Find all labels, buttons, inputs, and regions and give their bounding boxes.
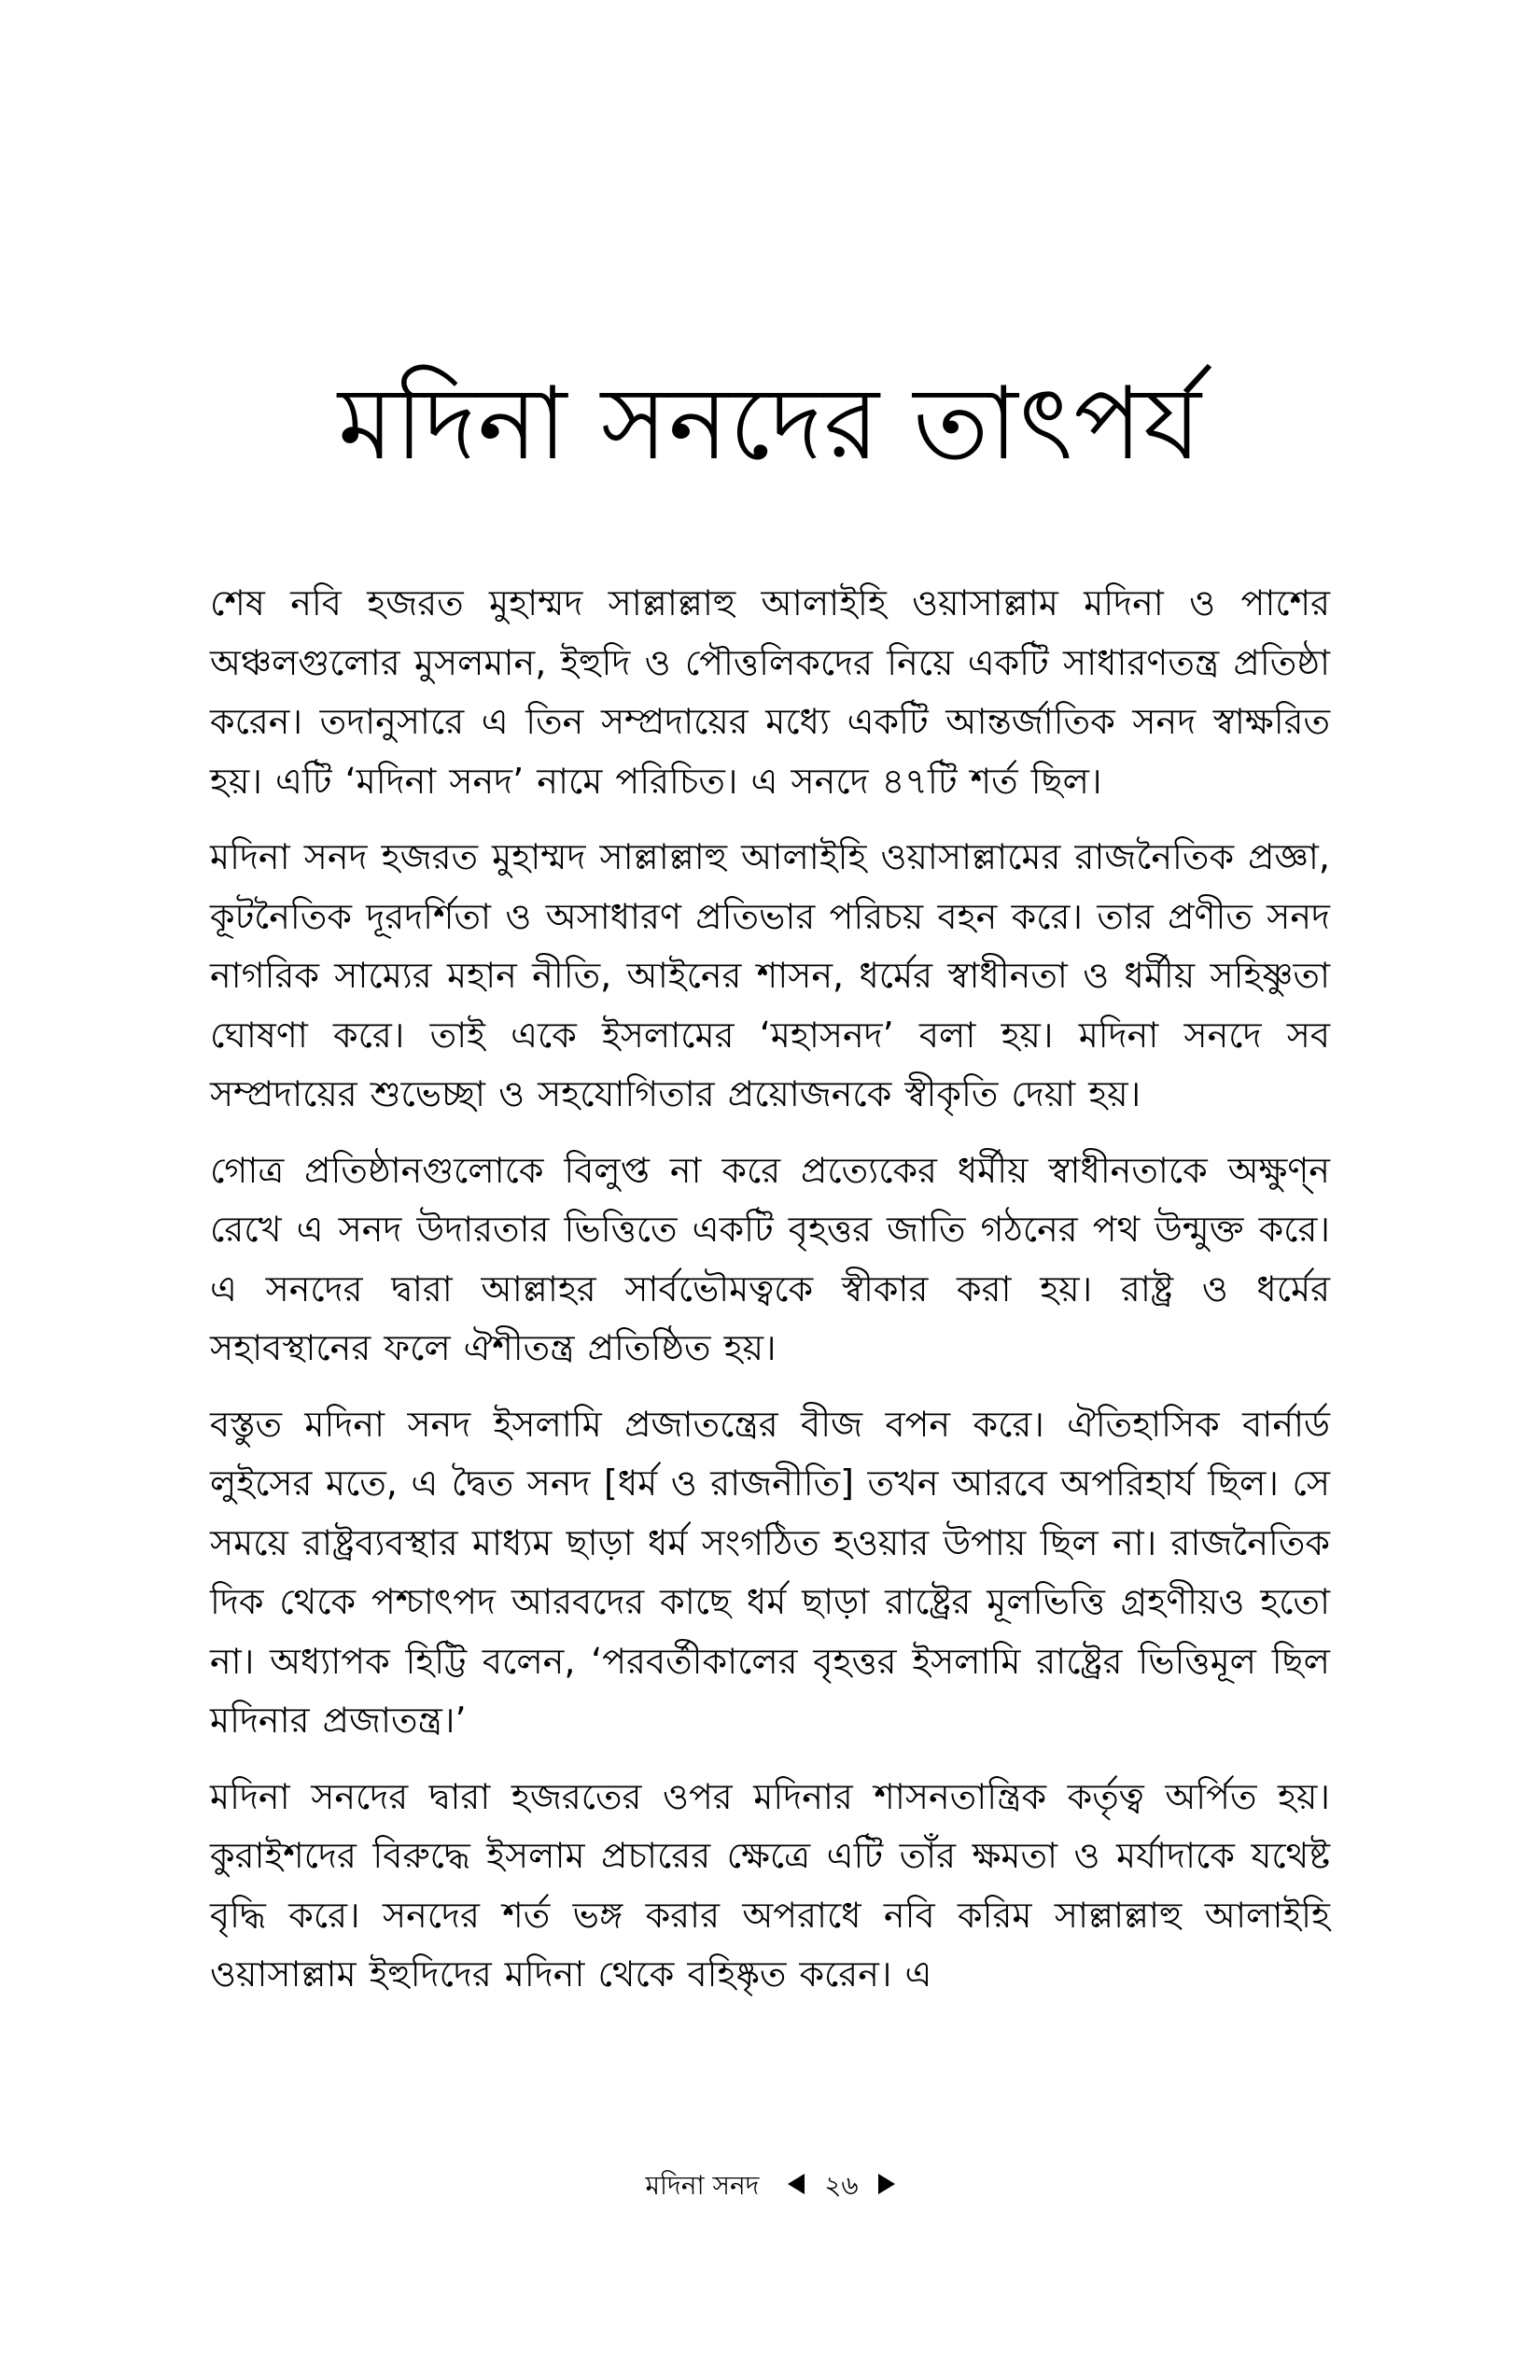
paragraph: গোত্র প্রতিষ্ঠানগুলোকে বিলুপ্ত না করে প্রত্যেকের ধর্মীয় স্বাধীনতাকে অক্ষুণ্ন রেখে এ সনদ উদারতার ভিত্তিতে একটি বৃহত্তর জাতি গঠনের পথ উন্মুক্ত করে। এ সনদের দ্বারা আল্লাহর সার্বভৌমত্বকে স্বীকার করা হয়। রাষ্ট্র ও ধর্মের সহাবস্থানের ফলে ঐশীতন্ত্র প্রতিষ্ঠিত হয়। (210, 1149, 1330, 1368)
left-arrow-icon (788, 2174, 805, 2194)
page-footer (0, 2167, 1540, 2205)
paragraph: মদিনা সনদের দ্বারা হজরতের ওপর মদিনার শাসনতান্ত্রিক কর্তৃত্ব অর্পিত হয়। কুরাইশদের বিরুদ্ধে ইসলাম প্রচারের ক্ষেত্রে এটি তাঁর ক্ষমতা ও মর্যাদাকে যথেষ্ট বৃদ্ধি করে। সনদের শর্ত ভঙ্গ করার অপরাধে নবি করিম সাল্লাল্লাহু আলাইহি ওয়াসাল্লাম ইহুদিদের মদিনা থেকে বহিষ্কৃত করেন। এ (210, 1775, 1330, 1995)
page-number: ২৬ (824, 2170, 859, 2201)
paragraph: বস্তুত মদিনা সনদ ইসলামি প্রজাতন্ত্রের বীজ বপন করে। ঐতিহাসিক বার্নার্ড লুইসের মতে, এ দ্বৈত সনদ [ধর্ম ও রাজনীতি] তখন আরবে অপরিহার্য ছিল। সে সময়ে রাষ্ট্রব্যবস্থার মাধ্যম ছাড়া ধর্ম সংগঠিত হওয়ার উপায় ছিল না। রাজনৈতিক দিক থেকে পশ্চাৎপদ আরবদের কাছে ধর্ম ছাড়া রাষ্ট্রের মূলভিত্তি গ্রহণীয়ও হতো না। অধ্যাপক হিট্টি বলেন, ‘পরবর্তীকালের বৃহত্তর ইসলামি রাষ্ট্রের ভিত্তিমূল ছিল মদিনার প্রজাতন্ত্র।’ (210, 1403, 1330, 1741)
body-text (210, 574, 1330, 2022)
paragraph: শেষ নবি হজরত মুহাম্মদ সাল্লাল্লাহু আলাইহি ওয়াসাল্লাম মদিনা ও পাশের অঞ্চলগুলোর মুসলমান, ইহুদি ও পৌত্তলিকদের নিয়ে একটি সাধারণতন্ত্র প্রতিষ্ঠা করেন। তদানুসারে এ তিন সম্প্রদায়ের মধ্যে একটি আন্তর্জাতিক সনদ স্বাক্ষরিত হয়। এটি ‘মদিনা সনদ’ নামে পরিচিত। এ সনদে ৪৭টি শর্ত ছিল। (210, 582, 1330, 802)
paragraph: মদিনা সনদ হজরত মুহাম্মদ সাল্লাল্লাহু আলাইহি ওয়াসাল্লামের রাজনৈতিক প্রজ্ঞা, কূটনৈতিক দূরদর্শিতা ও অসাধারণ প্রতিভার পরিচয় বহন করে। তার প্রণীত সনদ নাগরিক সাম্যের মহান নীতি, আইনের শাসন, ধর্মের স্বাধীনতা ও ধর্মীয় সহিষ্ণুতা ঘোষণা করে। তাই একে ইসলামের ‘মহাসনদ’ বলা হয়। মদিনা সনদে সব সম্প্রদায়ের শুভেচ্ছা ও সহযোগিতার প্রয়োজনকে স্বীকৃতি দেয়া হয়। (210, 836, 1330, 1114)
right-arrow-icon (878, 2174, 895, 2194)
chapter-title: মদিনা সনদের তাৎপর্য (338, 366, 1202, 483)
footer-book-name: মদিনা সনদ (645, 2170, 760, 2201)
